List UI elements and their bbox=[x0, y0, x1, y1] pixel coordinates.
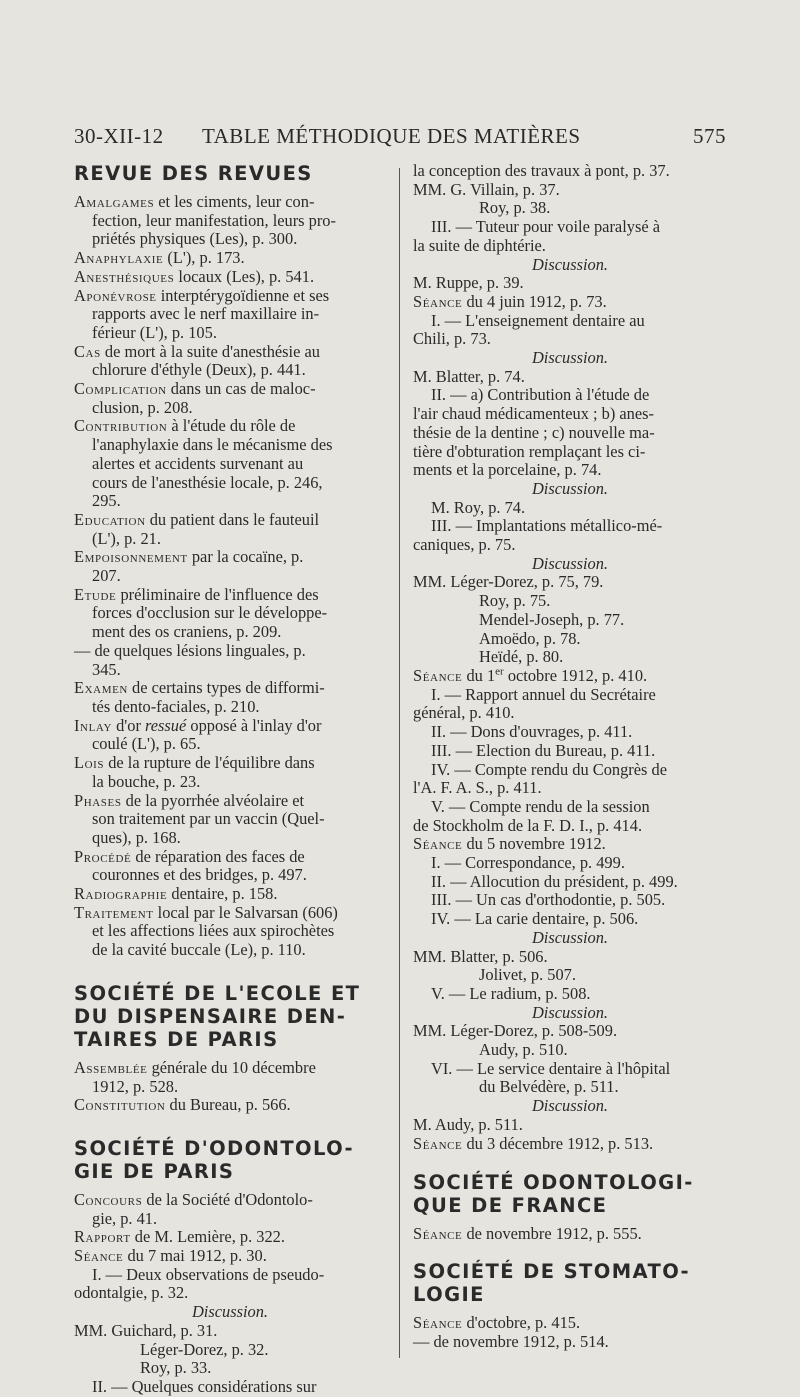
index-entry-line: II. — Allocution du président, p. 499. bbox=[431, 871, 678, 891]
entry-keyword: Traitement bbox=[74, 902, 154, 922]
odontologie-entries bbox=[74, 1191, 386, 1397]
index-entry-line: tés dento-faciales, p. 210. bbox=[92, 696, 260, 716]
section-title-revue: REVUE DES REVUES bbox=[74, 162, 313, 185]
index-entry-line: thésie de la dentine ; c) nouvelle ma- bbox=[413, 422, 655, 442]
index-entry-line: I. — Rapport annuel du Secrétaire bbox=[431, 684, 656, 704]
odontologie-entries-continued bbox=[413, 162, 727, 1153]
index-entry-line: Jolivet, p. 507. bbox=[479, 965, 576, 985]
left-column bbox=[74, 162, 386, 1397]
index-entry-line: Constitution du Bureau, p. 566. bbox=[74, 1095, 291, 1115]
index-entry-line: MM. Guichard, p. 31. bbox=[74, 1320, 218, 1340]
index-entry-line: Etude préliminaire de l'influence des bbox=[74, 584, 319, 604]
index-entry-line: son traitement par un vaccin (Quel- bbox=[92, 809, 325, 829]
index-entry-line: priétés physiques (Les), p. 300. bbox=[92, 229, 298, 249]
index-entry-line: forces d'occlusion sur le développe- bbox=[92, 603, 328, 623]
entry-keyword: Empoisonnement bbox=[74, 547, 188, 567]
france-entries bbox=[413, 1225, 727, 1244]
index-entry-line: ques), p. 168. bbox=[92, 827, 181, 847]
index-entry-line: Rapport de M. Lemière, p. 322. bbox=[74, 1227, 285, 1247]
entry-keyword: Séance bbox=[413, 834, 463, 854]
section-title-line: QUE DE FRANCE bbox=[413, 1194, 608, 1218]
index-entry-line: férieur (L'), p. 105. bbox=[92, 322, 217, 342]
index-entry-line: IV. — Compte rendu du Congrès de bbox=[431, 759, 667, 779]
index-entry-line: I. — Correspondance, p. 499. bbox=[431, 853, 625, 873]
index-entry-line: coulé (L'), p. 65. bbox=[92, 734, 201, 754]
entry-keyword: Complication bbox=[74, 379, 167, 399]
section-title-odontologie bbox=[74, 1137, 386, 1183]
index-entry-line: III. — Un cas d'orthodontie, p. 505. bbox=[431, 890, 666, 910]
index-entry-line: Séance du 5 novembre 1912. bbox=[413, 834, 606, 854]
index-entry-line: de la cavité buccale (Le), p. 110. bbox=[92, 940, 306, 960]
index-entry-line: l'anaphylaxie dans le mécanisme des bbox=[92, 435, 333, 455]
index-entry-line: Séance de novembre 1912, p. 555. bbox=[413, 1224, 642, 1244]
entry-keyword: Phases bbox=[74, 790, 122, 810]
index-entry-line: Discussion. bbox=[531, 1096, 609, 1116]
index-entry-line: MM. G. Villain, p. 37. bbox=[413, 179, 560, 199]
index-entry-line: Assemblée générale du 10 décembre bbox=[74, 1057, 316, 1077]
section-title-line: DU DISPENSAIRE DEN- bbox=[74, 1004, 347, 1028]
entry-keyword: Contribution bbox=[74, 416, 168, 436]
index-entry-line: chlorure d'éthyle (Deux), p. 441. bbox=[92, 360, 306, 380]
index-entry-line: Discussion. bbox=[531, 927, 609, 947]
index-entry-line: Séance du 4 juin 1912, p. 73. bbox=[413, 291, 607, 311]
index-entry-line: Chili, p. 73. bbox=[413, 329, 491, 349]
index-entry-line: Séance du 1er octobre 1912, p. 410. bbox=[413, 665, 648, 685]
index-entry-line: M. Roy, p. 74. bbox=[431, 497, 526, 517]
section-title-line: GIE DE PARIS bbox=[74, 1159, 235, 1183]
index-entry-line: Roy, p. 38. bbox=[479, 198, 551, 218]
index-entry-line: Amoëdo, p. 78. bbox=[479, 628, 581, 648]
index-entry-line: du Belvédère, p. 511. bbox=[479, 1077, 619, 1097]
index-entry-line: II. — Dons d'ouvrages, p. 411. bbox=[431, 722, 633, 742]
header-title: TABLE MÉTHODIQUE DES MATIÈRES bbox=[202, 124, 581, 148]
section-title-line: SOCIÉTÉ DE L'ECOLE ET bbox=[74, 981, 361, 1005]
stomatologie-entries bbox=[413, 1314, 727, 1351]
section-title-line: SOCIÉTÉ DE STOMATO- bbox=[413, 1259, 691, 1283]
index-entry-line: Discussion. bbox=[531, 553, 609, 573]
index-entry-line: MM. Blatter, p. 506. bbox=[413, 946, 548, 966]
entry-keyword: Séance bbox=[413, 1312, 463, 1332]
index-entry-line: Anesthésiques locaux (Les), p. 541. bbox=[74, 266, 315, 286]
section-title-ecole bbox=[74, 982, 386, 1051]
right-column bbox=[413, 162, 727, 1351]
index-entry-line: Discussion. bbox=[531, 348, 609, 368]
page-number: 575 bbox=[693, 124, 726, 148]
index-entry-line: général, p. 410. bbox=[413, 703, 515, 723]
entry-keyword: Rapport bbox=[74, 1227, 131, 1247]
index-entry-line: V. — Compte rendu de la session bbox=[431, 796, 650, 816]
entry-keyword: Séance bbox=[74, 1246, 124, 1266]
entry-keyword: Cas bbox=[74, 341, 101, 361]
index-entry-line: Examen de certains types de difformi- bbox=[74, 678, 325, 698]
index-entry-line: Heïdé, p. 80. bbox=[479, 647, 564, 667]
index-entry-line: Concours de la Société d'Odontolo- bbox=[74, 1189, 313, 1209]
column-divider bbox=[399, 168, 400, 1358]
entry-keyword: Séance bbox=[413, 665, 463, 685]
index-entry-line: Roy, p. 75. bbox=[479, 591, 551, 611]
entry-keyword: Procédé bbox=[74, 846, 132, 866]
index-entry-line: l'air chaud médicamenteux ; b) anes- bbox=[413, 404, 654, 424]
index-entry-line: Séance du 3 décembre 1912, p. 513. bbox=[413, 1133, 654, 1153]
index-entry-line: gie, p. 41. bbox=[92, 1208, 158, 1228]
entry-keyword: Lois bbox=[74, 753, 105, 773]
section-title-line: SOCIÉTÉ D'ODONTOLO- bbox=[74, 1136, 354, 1160]
index-entry-line: Aponévrose interptérygoïdienne et ses bbox=[74, 285, 330, 305]
index-entry-line: Empoisonnement par la cocaïne, p. bbox=[74, 547, 304, 567]
index-entry-line: M. Blatter, p. 74. bbox=[413, 366, 525, 386]
index-entry-line: ments et la porcelaine, p. 74. bbox=[413, 460, 602, 480]
section-title-line: TAIRES DE PARIS bbox=[74, 1027, 279, 1051]
index-entry-line: II. — a) Contribution à l'étude de bbox=[431, 385, 650, 405]
running-header bbox=[74, 124, 726, 156]
index-entry-line: M. Audy, p. 511. bbox=[413, 1114, 523, 1134]
index-entry-line: tière d'obturation remplaçant les ci- bbox=[413, 441, 646, 461]
index-entry-line: III. — Tuteur pour voile paralysé à bbox=[431, 217, 660, 237]
index-entry-line: I. — L'enseignement dentaire au bbox=[431, 310, 645, 330]
index-entry-line: MM. Léger-Dorez, p. 75, 79. bbox=[413, 572, 604, 592]
entry-keyword: Education bbox=[74, 509, 146, 529]
entry-keyword: Concours bbox=[74, 1189, 143, 1209]
index-entry-line: VI. — Le service dentaire à l'hôpital bbox=[431, 1058, 671, 1078]
index-entry-line: Discussion. bbox=[531, 1002, 609, 1022]
index-entry-line: Cas de mort à la suite d'anesthésie au bbox=[74, 341, 320, 361]
index-entry-line: clusion, p. 208. bbox=[92, 397, 193, 417]
index-entry-line: Discussion. bbox=[191, 1302, 269, 1322]
index-entry-line: II. — Quelques considérations sur bbox=[92, 1376, 317, 1396]
entry-keyword: Séance bbox=[413, 1133, 463, 1153]
index-entry-line: la bouche, p. 23. bbox=[92, 771, 201, 791]
index-entry-line: Discussion. bbox=[531, 254, 609, 274]
entry-keyword: Radiographie bbox=[74, 884, 168, 904]
index-entry-line: V. — Le radium, p. 508. bbox=[431, 983, 591, 1003]
index-entry-line: III. — Election du Bureau, p. 411. bbox=[431, 740, 656, 760]
index-entry-line: l'A. F. A. S., p. 411. bbox=[413, 778, 542, 798]
index-entry-line: fection, leur manifestation, leurs pro- bbox=[92, 210, 336, 230]
entry-keyword: Assemblée bbox=[74, 1057, 148, 1077]
entry-keyword: Examen bbox=[74, 678, 128, 698]
entry-keyword: Anaphylaxie bbox=[74, 248, 164, 268]
index-entry-line: Anaphylaxie (L'), p. 173. bbox=[74, 248, 245, 268]
entry-keyword: Anesthésiques bbox=[74, 266, 175, 286]
entry-keyword: Aponévrose bbox=[74, 285, 157, 305]
index-entry-line: alertes et accidents survenant au bbox=[92, 453, 304, 473]
index-entry-line: 345. bbox=[92, 659, 121, 679]
index-entry-line: Roy, p. 33. bbox=[140, 1358, 212, 1378]
entry-keyword: Constitution bbox=[74, 1095, 166, 1115]
index-entry-line: MM. Léger-Dorez, p. 508-509. bbox=[413, 1021, 618, 1041]
section-title-stomatologie bbox=[413, 1260, 727, 1306]
index-entry-line: la conception des travaux à pont, p. 37. bbox=[413, 161, 670, 180]
index-entry-line: M. Ruppe, p. 39. bbox=[413, 273, 524, 293]
index-entry-line: de Stockholm de la F. D. I., p. 414. bbox=[413, 815, 643, 835]
index-entry-line: caniques, p. 75. bbox=[413, 535, 516, 555]
index-entry-line: Contribution à l'étude du rôle de bbox=[74, 416, 296, 436]
header-date: 30-XII-12 bbox=[74, 124, 164, 148]
index-entry-line: Education du patient dans le fauteuil bbox=[74, 509, 320, 529]
index-entry-line: — de quelques lésions linguales, p. bbox=[74, 640, 306, 660]
index-entry-line: Radiographie dentaire, p. 158. bbox=[74, 884, 278, 904]
index-entry-line: la suite de diphtérie. bbox=[413, 235, 546, 255]
ecole-entries bbox=[74, 1059, 386, 1115]
entry-keyword: Séance bbox=[413, 291, 463, 311]
entry-keyword: Etude bbox=[74, 584, 117, 604]
index-entry-line: Procédé de réparation des faces de bbox=[74, 846, 305, 866]
index-entry-line: Complication dans un cas de maloc- bbox=[74, 379, 316, 399]
index-entry-line: Séance d'octobre, p. 415. bbox=[413, 1312, 581, 1332]
index-entry-line: et les affections liées aux spirochètes bbox=[92, 921, 335, 941]
index-entry-line: III. — Implantations métallico-mé- bbox=[431, 516, 663, 536]
index-entry-line: rapports avec le nerf maxillaire in- bbox=[92, 304, 320, 324]
index-entry-line: IV. — La carie dentaire, p. 506. bbox=[431, 909, 639, 929]
index-entry-line: Discussion. bbox=[531, 478, 609, 498]
index-entry-line: 1912, p. 528. bbox=[92, 1076, 179, 1096]
index-entry-line: Audy, p. 510. bbox=[479, 1040, 568, 1060]
entry-keyword: Séance bbox=[413, 1224, 463, 1244]
index-entry-line: Traitement local par le Salvarsan (606) bbox=[74, 902, 338, 922]
index-entry-line: Lois de la rupture de l'équilibre dans bbox=[74, 753, 315, 773]
index-entry-line: Amalgames et les ciments, leur con- bbox=[74, 192, 315, 211]
index-entry-line: Léger-Dorez, p. 32. bbox=[140, 1339, 269, 1359]
section-title-france bbox=[413, 1171, 727, 1217]
index-entry-line: ment des os craniens, p. 209. bbox=[92, 622, 282, 642]
entry-keyword: Amalgames bbox=[74, 192, 155, 211]
index-entry-line: cours de l'anesthésie locale, p. 246, bbox=[92, 472, 323, 492]
index-entry-line: Mendel-Joseph, p. 77. bbox=[479, 609, 625, 629]
entry-keyword: Inlay bbox=[74, 715, 112, 735]
section-title-line: LOGIE bbox=[413, 1282, 485, 1306]
index-entry-line: odontalgie, p. 32. bbox=[74, 1283, 189, 1303]
index-entry-line: couronnes et des bridges, p. 497. bbox=[92, 865, 307, 885]
index-entry-line: Phases de la pyorrhée alvéolaire et bbox=[74, 790, 305, 810]
index-entry-line: Séance du 7 mai 1912, p. 30. bbox=[74, 1246, 267, 1266]
index-entry-line: I. — Deux observations de pseudo- bbox=[92, 1264, 325, 1284]
index-entry-line: Inlay d'or ressué opposé à l'inlay d'or bbox=[74, 715, 322, 735]
revue-entries bbox=[74, 193, 386, 960]
index-entry-line: 207. bbox=[92, 566, 121, 586]
index-entry-line: 295. bbox=[92, 491, 121, 511]
index-entry-line: (L'), p. 21. bbox=[92, 528, 161, 548]
index-entry-line: — de novembre 1912, p. 514. bbox=[413, 1331, 609, 1351]
section-title-line: SOCIÉTÉ ODONTOLOGI- bbox=[413, 1171, 694, 1195]
